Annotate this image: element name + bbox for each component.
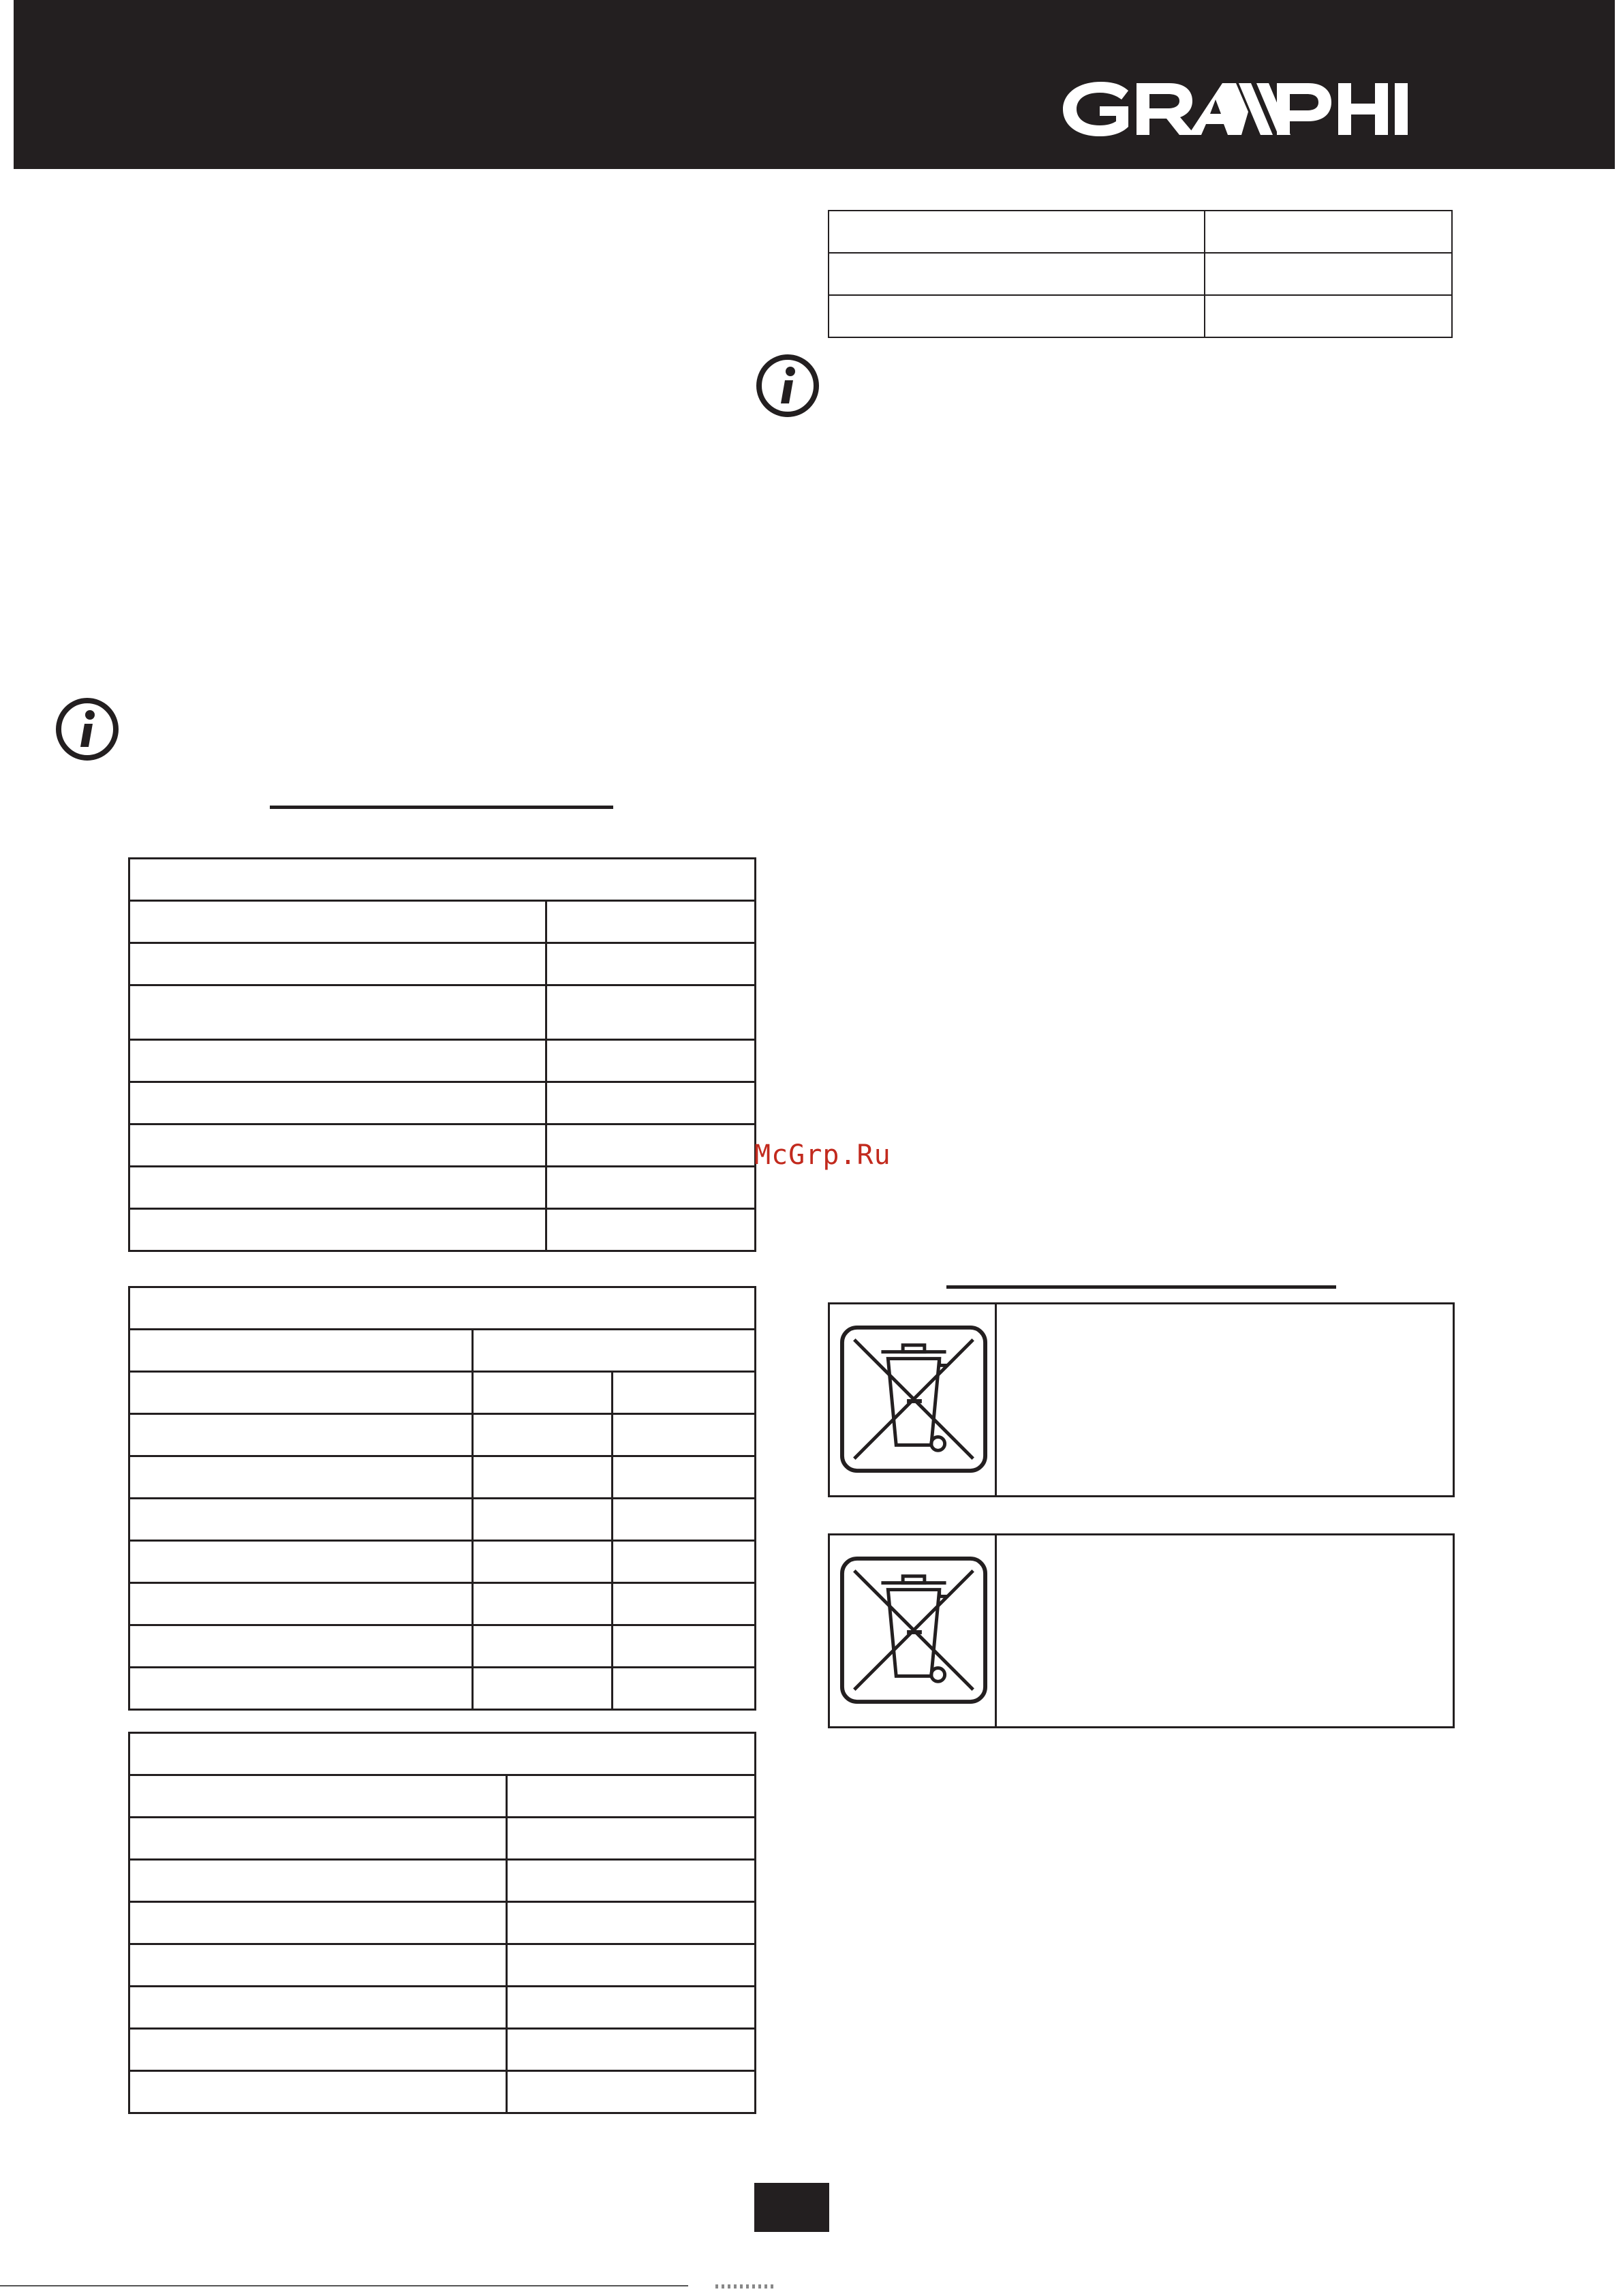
- table-row: [129, 1209, 756, 1251]
- info-icon: [755, 353, 820, 418]
- table-row: [129, 1372, 756, 1414]
- table-cell: [507, 2071, 756, 2113]
- table-cell: [129, 1818, 507, 1860]
- table-row: [129, 2071, 756, 2113]
- table-cell: [129, 943, 546, 985]
- table-cell: [507, 2029, 756, 2071]
- table-cell: [829, 253, 1205, 295]
- table-row: [129, 943, 756, 985]
- table-row: [129, 1499, 756, 1541]
- table-cell: [129, 1668, 473, 1710]
- table-cell: [546, 985, 756, 1040]
- table-row: [129, 1167, 756, 1209]
- table-cell: [129, 1775, 507, 1818]
- table-row: [129, 1775, 756, 1818]
- table-cell: [829, 211, 1205, 253]
- watermark-text: McGrp.Ru: [754, 1139, 891, 1171]
- table-cell: [473, 1414, 613, 1456]
- disposal-symbol-cell: [830, 1535, 997, 1726]
- table-cell: [613, 1456, 756, 1499]
- info-icon: [55, 697, 120, 762]
- table-row: [129, 1330, 756, 1372]
- table-cell: [473, 1330, 756, 1372]
- table-row: [129, 1082, 756, 1124]
- table-cell: [129, 2029, 507, 2071]
- table-cell: [129, 1414, 473, 1456]
- table-cell: [129, 1625, 473, 1668]
- table-row: [129, 1668, 756, 1710]
- table-row: [129, 1860, 756, 1902]
- table-cell: [129, 985, 546, 1040]
- spec-table-3: [128, 1732, 756, 2114]
- spec-table-1: [128, 857, 756, 1252]
- table-row: [129, 1124, 756, 1167]
- table-cell: [129, 1987, 507, 2029]
- section-heading-underline: [946, 1285, 1336, 1289]
- table-cell: [613, 1668, 756, 1710]
- page-number-tab: [754, 2183, 829, 2232]
- table-cell: [507, 1818, 756, 1860]
- table-row: [129, 1987, 756, 2029]
- table-cell: [129, 1209, 546, 1251]
- table-cell: [546, 943, 756, 985]
- table-row: [129, 1456, 756, 1499]
- table-cell: [546, 1209, 756, 1251]
- table-cell: [546, 1124, 756, 1167]
- crossed-out-wheelie-bin-icon: [839, 1325, 988, 1473]
- table-cell: [613, 1499, 756, 1541]
- disposal-notice-box: [828, 1302, 1455, 1497]
- table-cell: [473, 1668, 613, 1710]
- table-cell: [129, 1372, 473, 1414]
- table-cell: [129, 1944, 507, 1987]
- brand-logo: [1060, 74, 1442, 142]
- disposal-symbol-cell: [830, 1304, 997, 1495]
- bottom-trim-line: [0, 2285, 688, 2286]
- table-cell: [1205, 295, 1452, 337]
- spec-table-right-top: [828, 210, 1453, 338]
- table-cell: [546, 1167, 756, 1209]
- table-row: [129, 2029, 756, 2071]
- table-cell: [129, 1733, 756, 1775]
- table-cell: [129, 1082, 546, 1124]
- table-cell: [129, 859, 756, 901]
- table-cell: [129, 1499, 473, 1541]
- table-cell: [829, 295, 1205, 337]
- table-cell: [473, 1625, 613, 1668]
- table-row: [129, 901, 756, 943]
- table-row: [129, 1414, 756, 1456]
- table-cell: [613, 1541, 756, 1583]
- table-cell: [473, 1456, 613, 1499]
- table-cell: [507, 1944, 756, 1987]
- table-cell: [613, 1414, 756, 1456]
- table-row: [829, 295, 1452, 337]
- table-header-row: [129, 1287, 756, 1330]
- table-cell: [507, 1775, 756, 1818]
- table-cell: [507, 1987, 756, 2029]
- table-row: [129, 985, 756, 1040]
- table-cell: [473, 1372, 613, 1414]
- table-cell: [129, 1040, 546, 1082]
- table-cell: [129, 1287, 756, 1330]
- table-row: [129, 1583, 756, 1625]
- table-cell: [129, 1330, 473, 1372]
- table-header-row: [129, 1733, 756, 1775]
- table-cell: [129, 901, 546, 943]
- table-row: [129, 1818, 756, 1860]
- table-cell: [1205, 253, 1452, 295]
- table-cell: [507, 1902, 756, 1944]
- crossed-out-wheelie-bin-icon: [839, 1556, 988, 1704]
- table-row: [129, 1902, 756, 1944]
- section-heading-underline: [270, 806, 613, 809]
- table-cell: [613, 1583, 756, 1625]
- spec-table-2: [128, 1286, 756, 1711]
- table-row: [129, 1541, 756, 1583]
- table-cell: [507, 1860, 756, 1902]
- table-cell: [546, 901, 756, 943]
- table-cell: [129, 1583, 473, 1625]
- table-cell: [546, 1082, 756, 1124]
- table-cell: [129, 2071, 507, 2113]
- table-cell: [129, 1860, 507, 1902]
- table-cell: [473, 1583, 613, 1625]
- table-cell: [546, 1040, 756, 1082]
- table-row: [129, 1625, 756, 1668]
- table-cell: [473, 1541, 613, 1583]
- bottom-trim-marks: [715, 2284, 777, 2289]
- table-cell: [129, 1167, 546, 1209]
- table-cell: [613, 1372, 756, 1414]
- table-cell: [473, 1499, 613, 1541]
- table-row: [829, 253, 1452, 295]
- table-cell: [129, 1456, 473, 1499]
- table-cell: [613, 1625, 756, 1668]
- table-header-row: [129, 859, 756, 901]
- table-cell: [129, 1902, 507, 1944]
- table-row: [829, 211, 1452, 253]
- table-cell: [1205, 211, 1452, 253]
- table-cell: [129, 1541, 473, 1583]
- table-cell: [129, 1124, 546, 1167]
- disposal-notice-box: [828, 1533, 1455, 1728]
- table-row: [129, 1040, 756, 1082]
- table-row: [129, 1944, 756, 1987]
